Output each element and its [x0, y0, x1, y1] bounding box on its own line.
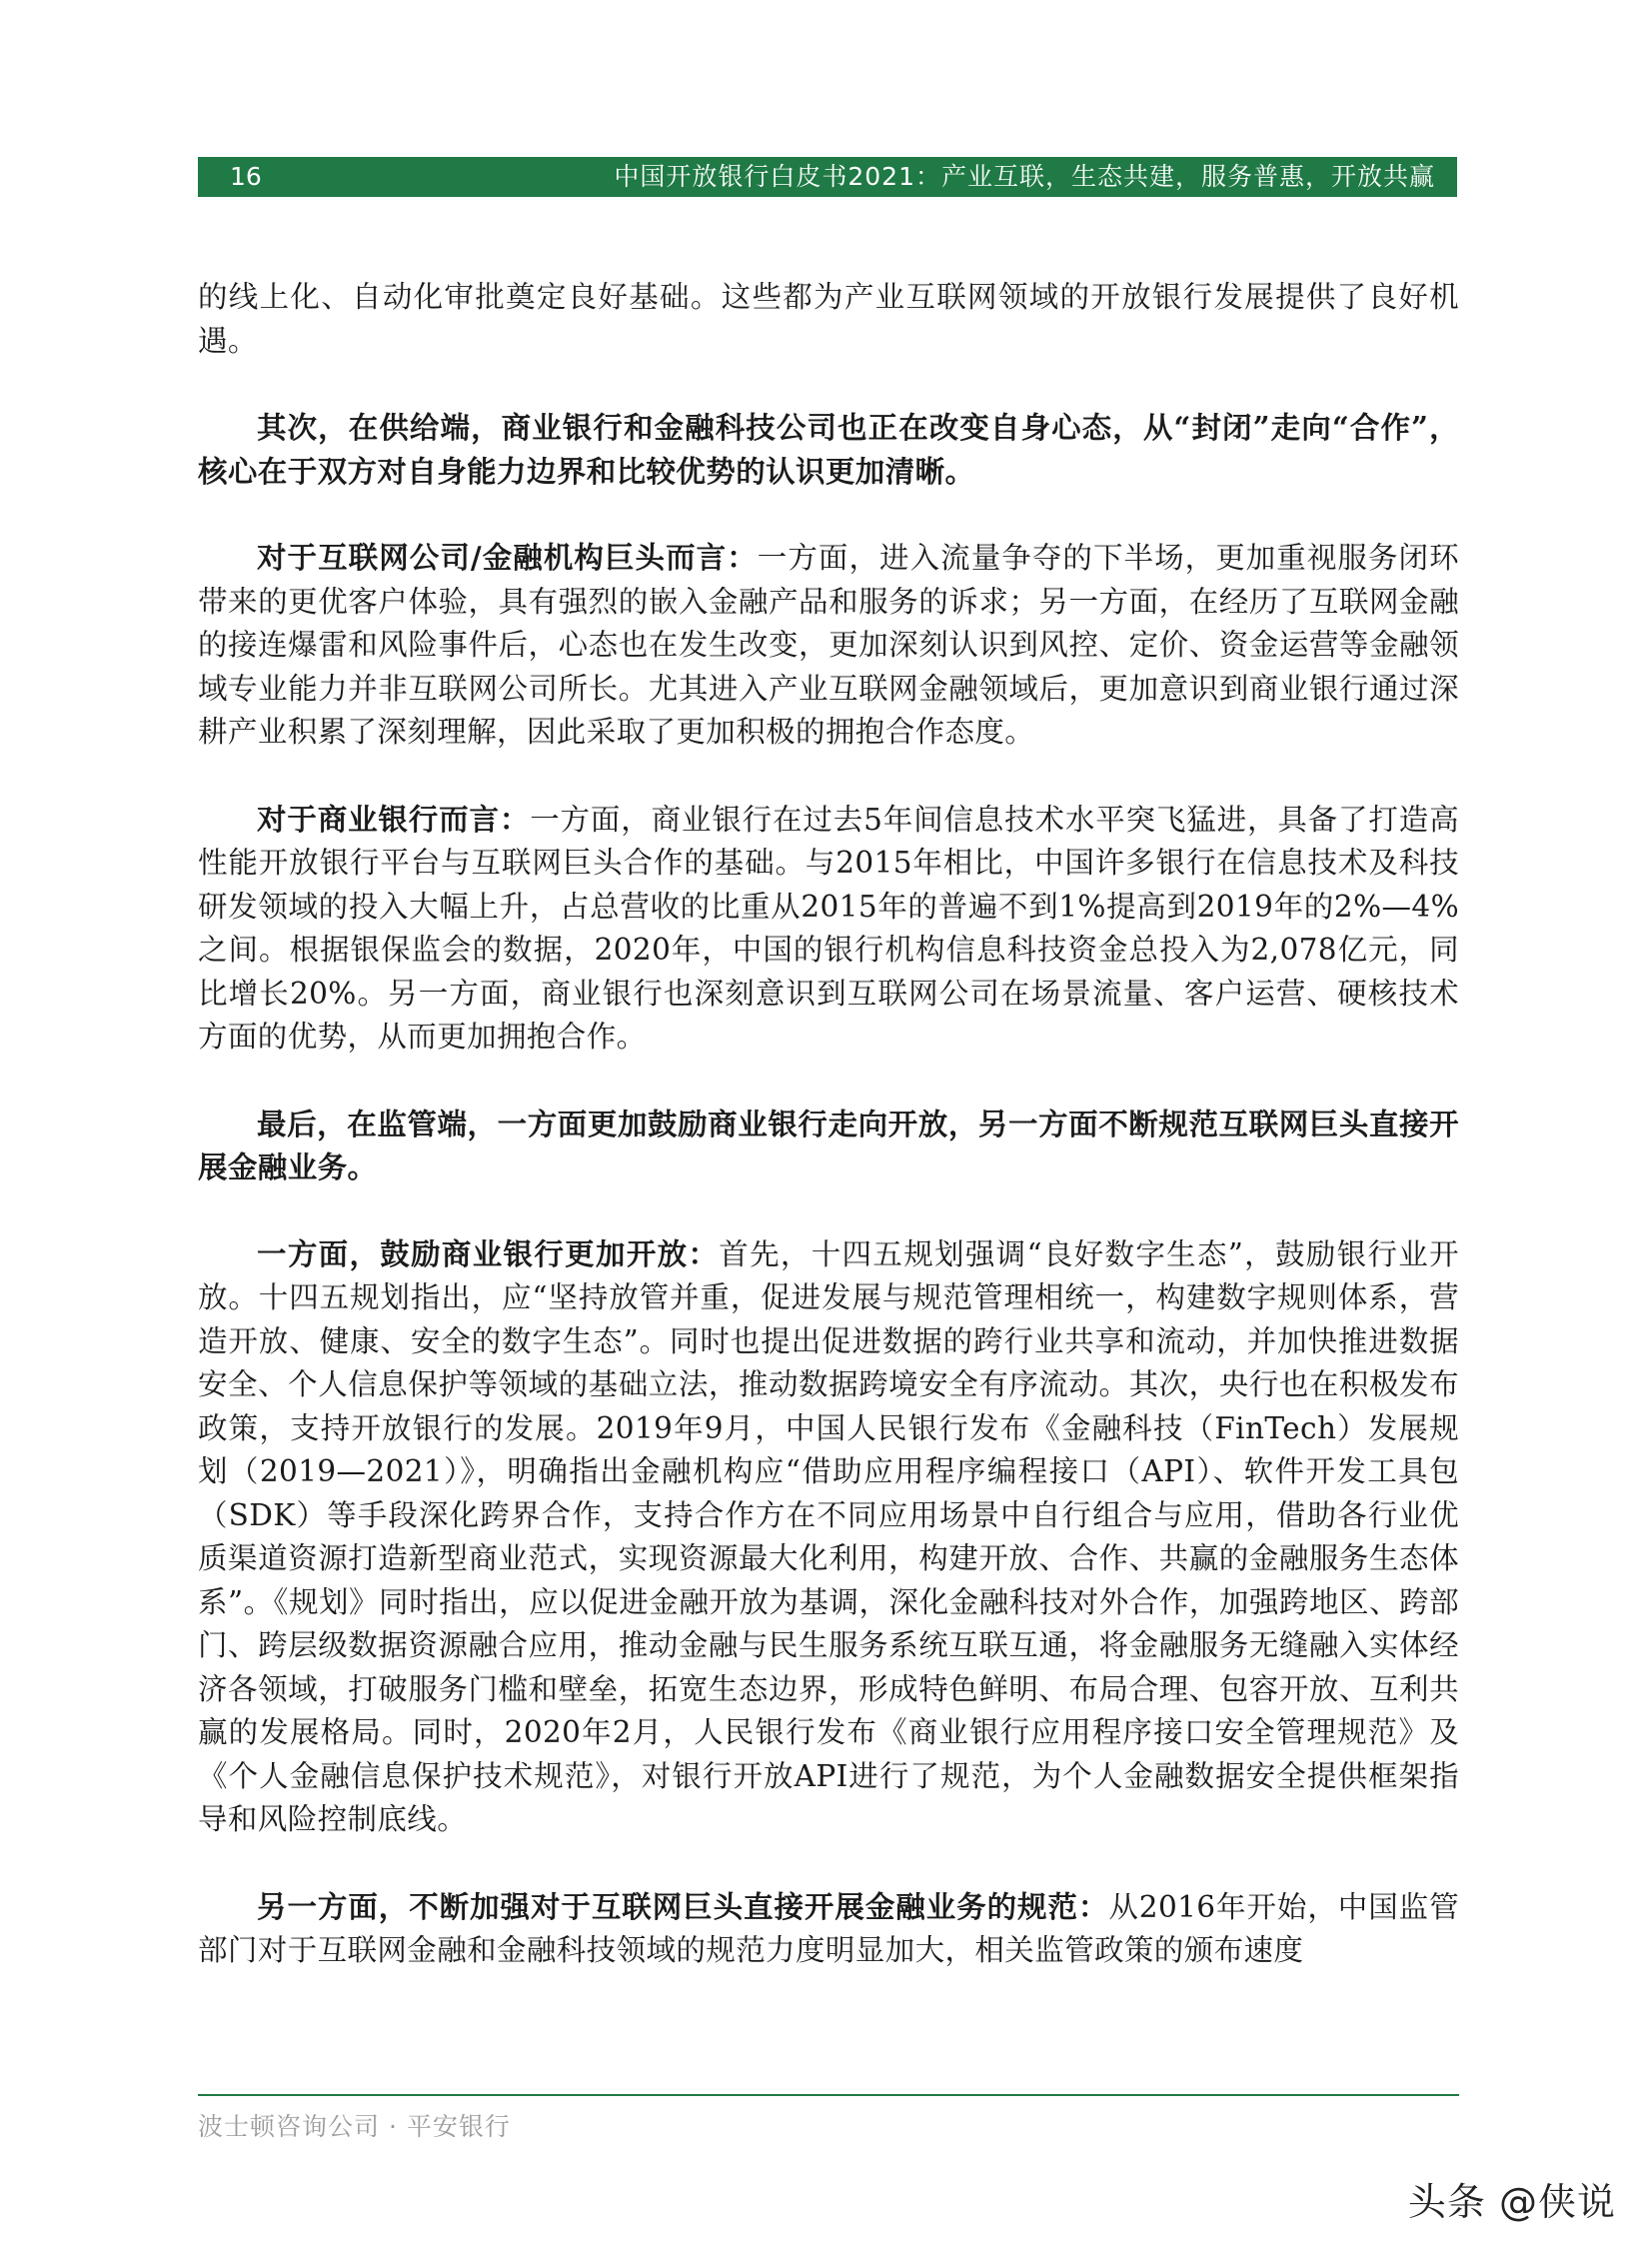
paragraph-supply-side: 其次，在供给端，商业银行和金融科技公司也正在改变自身心态，从“封闭”走向“合作”，核心在于双方对自身能力边界和比较优势的认识更加清晰。 — [198, 410, 1459, 489]
footer-divider — [198, 2094, 1459, 2096]
paragraph-lead: 对于商业银行而言： — [257, 801, 531, 837]
paragraph-encourage-opening — [198, 1232, 1459, 1842]
paragraph-body: 首先，十四五规划强调“良好数字生态”，鼓励银行业开放。十四五规划指出，应“坚持放管并重，促进发展与规范管理相统一，构建数字规则体系，营造开放、健康、安全的数字生态”。同时也提出促进数据的跨行业共享和流动，并加快推进数据安全、个人信息保护等领域的基础立法，推动数据跨境安全有序流动。其次，央行也在积极发布政策，支持开放银行的发展。2019年9月，中国人民银行发布《金融科技（FinTech）发展规划（2019—2021）》，明确指出金融机构应“借助应用程序编程接口（API）、软件开发工具包（SDK）等手段深化跨界合作，支持合作方在不同应用场景中自行组合与应用，借助各行业优质渠道资源打造新型商业范式，实现资源最大化利用，构建开放、合作、共赢的金融服务生态体系”。《规划》同时指出，应以促进金融开放为基调，深化金融科技对外合作，加强跨地区、跨部门、跨层级数据资源融合应用，推动金融与民生服务系统互联互通，将金融服务无缝融入实体经济各领域，打破服务门槛和壁垒，拓宽生态边界，形成特色鲜明、布局合理、包容开放、互利共赢的发展格局。同时，2020年2月，人民银行发布《商业银行应用程序接口安全管理规范》及《个人金融信息保护技术规范》，对银行开放API进行了规范，为个人金融数据安全提供框架指导和风险控制底线。 — [198, 1236, 1459, 1836]
watermark: 头条 @侠说 — [1407, 2180, 1616, 2224]
body-content — [198, 276, 1459, 2016]
paragraph-body: 从2016年开始，中国监管部门对于互联网金融和金融科技领域的规范力度明显加大，相关监管政策的颁布速度 — [198, 1889, 1460, 1967]
paragraph-lead: 另一方面，不断加强对于互联网巨头直接开展金融业务的规范： — [257, 1888, 1109, 1924]
page-number: 16 — [230, 162, 262, 191]
page-header-bar — [198, 157, 1457, 197]
paragraph-lead: 一方面，鼓励商业银行更加开放： — [257, 1235, 720, 1271]
paragraph-body: 一方面，商业银行在过去5年间信息技术水平突飞猛进，具备了打造高性能开放银行平台与互联网巨头合作的基础。与2015年相比，中国许多银行在信息技术及科技研发领域的投入大幅上升，占总营收的比重从2015年的普遍不到1%提高到2019年的2%—4%之间。根据银保监会的数据，2020年，中国的银行机构信息科技资金总投入为2,078亿元，同比增长20%。另一方面，商业银行也深刻意识到互联网公司在场景流量、客户运营、硬核技术方面的优势，从而更加拥抱合作。 — [198, 802, 1460, 1054]
paragraph-continuation: 的线上化、自动化审批奠定良好基础。这些都为产业互联网领域的开放银行发展提供了良好机遇。 — [198, 280, 1459, 358]
footer-source: 波士顿咨询公司 · 平安银行 — [198, 2112, 511, 2141]
paragraph-internet-companies — [198, 536, 1459, 755]
paragraph-lead: 对于互联网公司/金融机构巨头而言： — [257, 540, 758, 575]
document-title: 中国开放银行白皮书2021：产业互联，生态共建，服务普惠，开放共赢 — [614, 162, 1435, 191]
paragraph-body: 一方面，进入流量争夺的下半场，更加重视服务闭环带来的更优客户体验，具有强烈的嵌入金融产品和服务的诉求；另一方面，在经历了互联网金融的接连爆雷和风险事件后，心态也在发生改变，更加深刻认识到风控、定价、资金运营等金融领域专业能力并非互联网公司所长。尤其进入产业互联网金融领域后，更加意识到商业银行通过深耕产业积累了深刻理解，因此采取了更加积极的拥抱合作态度。 — [198, 541, 1460, 749]
paragraph-regulation: 最后，在监管端，一方面更加鼓励商业银行走向开放，另一方面不断规范互联网巨头直接开展金融业务。 — [198, 1106, 1459, 1184]
paragraph-commercial-banks — [198, 798, 1459, 1060]
paragraph-regulate-giants — [198, 1885, 1459, 1973]
